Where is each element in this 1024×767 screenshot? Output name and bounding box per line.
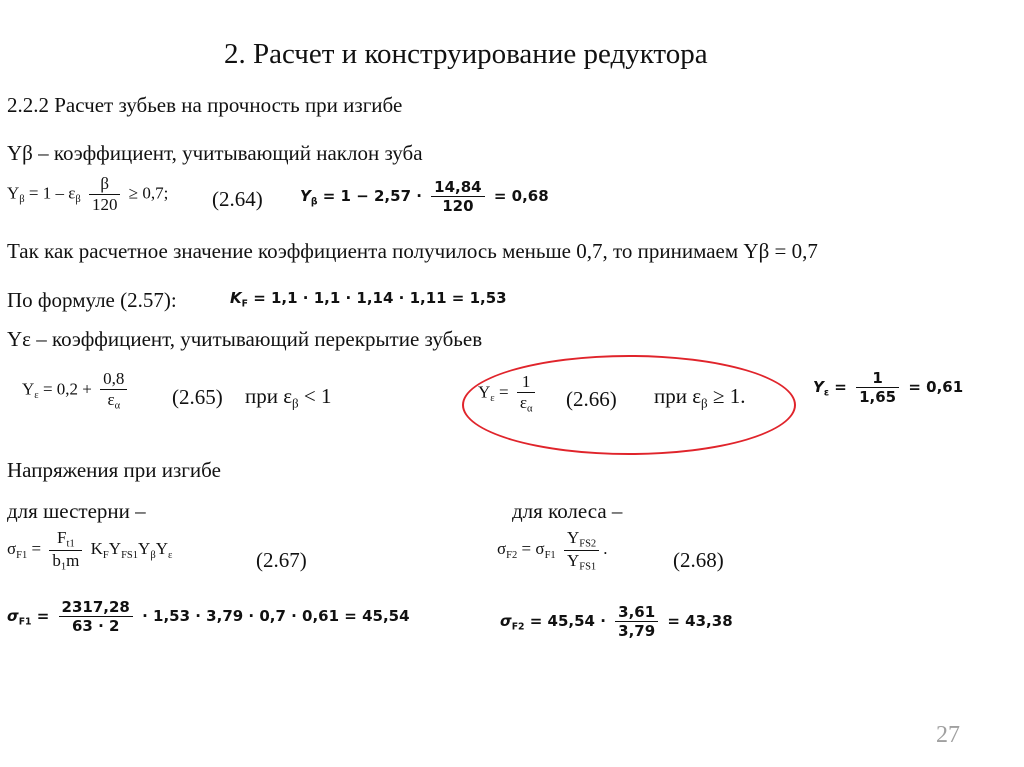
calc-y-eps-lhs-sub: ε bbox=[823, 387, 830, 399]
formula-2-67-den-main: b bbox=[52, 550, 61, 570]
formula-2-66-cond: при ε bbox=[654, 384, 702, 408]
calc-y-beta-result: = 0,68 bbox=[493, 187, 549, 205]
stress-heading: Напряжения при изгибе bbox=[7, 458, 221, 482]
wheel-label: для колеса – bbox=[512, 499, 623, 523]
calc-sigma-f2-numerator: 3,61 bbox=[618, 603, 656, 621]
formula-2-68-lhs: σ bbox=[497, 539, 507, 559]
calc-y-beta-lhs-sub: β bbox=[310, 196, 318, 208]
calc-y-eps-mid: = bbox=[829, 378, 847, 396]
calc-sigma-f2-lhs: σ bbox=[500, 612, 512, 630]
formula-2-64-fraction bbox=[89, 174, 121, 215]
formula-2-67-ref: (2.67) bbox=[256, 548, 307, 572]
slide-title: 2. Расчет и конструирование редуктора bbox=[224, 38, 708, 70]
formula-2-66-denominator bbox=[517, 392, 536, 415]
formula-2-67-k: K bbox=[90, 539, 103, 559]
formula-2-67-k-sub: F bbox=[102, 549, 109, 561]
formula-2-65-cond: при ε bbox=[245, 384, 293, 408]
formula-2-68 bbox=[497, 528, 607, 572]
calc-y-eps-numerator: 1 bbox=[872, 369, 883, 387]
accept-line: Так как расчетное значение коэффициента получилось меньше 0,7, то принимаем Yβ = 0,7 bbox=[7, 239, 818, 263]
formula-2-66-cond-sub: β bbox=[701, 395, 708, 411]
formula-2-66-ref: (2.66) bbox=[566, 387, 617, 411]
calc-sigma-f2-result: = 43,38 bbox=[667, 612, 733, 630]
calc-sigma-f1 bbox=[7, 598, 410, 635]
formula-2-66-den-main: ε bbox=[519, 393, 527, 412]
kf-formula-lhs: K bbox=[230, 289, 242, 307]
formula-2-66-fraction bbox=[517, 372, 536, 415]
calc-sigma-f1-fraction bbox=[59, 598, 133, 635]
formula-2-65-fraction bbox=[100, 369, 127, 412]
calc-y-eps-lhs: Y bbox=[813, 378, 824, 396]
formula-2-65-den-main: ε bbox=[107, 390, 115, 409]
calc-y-beta-denominator: 120 bbox=[431, 196, 484, 215]
formula-2-67-fraction bbox=[49, 528, 82, 572]
formula-2-65-denominator bbox=[100, 389, 127, 412]
formula-2-67-yfs: Y bbox=[108, 539, 122, 559]
calc-sigma-f1-denominator: 63 · 2 bbox=[59, 616, 133, 635]
formula-2-64-denominator: 120 bbox=[89, 194, 121, 215]
calc-sigma-f2-fraction bbox=[615, 603, 658, 640]
formula-2-68-lhs-sub: F2 bbox=[506, 549, 518, 561]
calc-y-eps-denominator: 1,65 bbox=[856, 387, 899, 406]
formula-2-67-yfs-sub: FS1 bbox=[121, 549, 139, 561]
calc-sigma-f1-numerator: 2317,28 bbox=[61, 598, 130, 616]
formula-2-68-dot: . bbox=[603, 539, 608, 559]
formula-2-68-den-main: Y bbox=[566, 550, 580, 570]
calc-y-eps bbox=[813, 369, 963, 406]
calc-y-beta-fraction bbox=[431, 178, 484, 215]
formula-2-67-ye-sub: ε bbox=[167, 549, 173, 561]
kf-formula-sub: F bbox=[241, 298, 248, 310]
calc-y-beta-numerator: 14,84 bbox=[434, 178, 482, 196]
formula-2-68-num-sub: FS2 bbox=[579, 538, 597, 550]
kf-label: По формуле (2.57): bbox=[7, 288, 177, 312]
y-eps-description: Yε – коэффициент, учитывающий перекрытие зубьев bbox=[7, 327, 483, 351]
formula-2-67-lhs: σ bbox=[7, 539, 17, 559]
section-heading: 2.2.2 Расчет зубьев на прочность при изгибе bbox=[7, 93, 403, 117]
formula-2-67-lhs-sub: F1 bbox=[16, 549, 28, 561]
formula-2-64-mid-sub: β bbox=[75, 194, 81, 206]
calc-y-beta-mid: = 1 − 2,57 · bbox=[317, 187, 422, 205]
formula-2-64-lhs: Y bbox=[7, 183, 20, 203]
y-beta-description: Yβ – коэффициент, учитывающий наклон зуба bbox=[7, 141, 423, 165]
formula-2-66-lhs-sub: ε bbox=[490, 392, 495, 404]
formula-2-64-ref: (2.64) bbox=[212, 187, 263, 211]
formula-2-66-condition bbox=[654, 384, 745, 412]
calc-sigma-f2-lhs-sub: F2 bbox=[511, 621, 525, 633]
formula-2-67-den-tail: m bbox=[66, 550, 80, 570]
formula-2-67-den-sub: 1 bbox=[60, 561, 67, 573]
calc-sigma-f2 bbox=[500, 603, 733, 640]
formula-2-68-den-sub: FS1 bbox=[579, 561, 597, 573]
formula-2-68-fraction bbox=[564, 528, 599, 572]
kf-formula bbox=[230, 289, 507, 309]
formula-2-67-num-main: F bbox=[57, 528, 67, 547]
formula-2-67-mid: = bbox=[27, 539, 42, 559]
calc-y-eps-result: = 0,61 bbox=[908, 378, 964, 396]
formula-2-65-lhs-sub: ε bbox=[34, 389, 39, 401]
formula-2-64-tail: ≥ 0,7; bbox=[128, 183, 169, 203]
formula-2-64-lhs-sub: β bbox=[19, 194, 25, 206]
formula-2-67 bbox=[7, 528, 172, 572]
kf-formula-rest: = 1,1 · 1,1 · 1,14 · 1,11 = 1,53 bbox=[247, 289, 507, 307]
formula-2-65-lhs: Y bbox=[22, 379, 35, 399]
calc-y-beta-lhs: Y bbox=[300, 187, 311, 205]
page-number: 27 bbox=[936, 722, 960, 748]
calc-sigma-f1-result: · 1,53 · 3,79 · 0,7 · 0,61 = 45,54 bbox=[142, 607, 410, 625]
formula-2-67-yb-sub: β bbox=[150, 549, 156, 561]
formula-2-65-cond-sub: β bbox=[292, 395, 299, 411]
formula-2-64-mid: = 1 – ε bbox=[24, 183, 76, 203]
formula-2-66-mid: = bbox=[494, 382, 509, 402]
formula-2-67-denominator bbox=[49, 550, 82, 573]
pinion-label: для шестерни – bbox=[7, 499, 146, 523]
formula-2-64-numerator: β bbox=[100, 174, 110, 193]
calc-sigma-f1-lhs: σ bbox=[7, 607, 19, 625]
formula-2-68-ref: (2.68) bbox=[673, 548, 724, 572]
formula-2-66 bbox=[478, 372, 539, 415]
calc-sigma-f2-mid: = 45,54 · bbox=[524, 612, 606, 630]
formula-2-68-num-main: Y bbox=[566, 528, 580, 547]
formula-2-65-condition bbox=[245, 384, 332, 412]
formula-2-64 bbox=[7, 174, 168, 215]
formula-2-65-ref: (2.65) bbox=[172, 385, 223, 409]
calc-sigma-f1-mid: = bbox=[31, 607, 50, 625]
formula-2-66-lhs: Y bbox=[478, 382, 491, 402]
formula-2-66-cond-tail: ≥ 1. bbox=[712, 384, 746, 408]
formula-2-68-mid: = σ bbox=[517, 539, 545, 559]
formula-2-68-mid-sub: F1 bbox=[544, 549, 556, 561]
formula-2-65 bbox=[22, 369, 131, 412]
formula-2-65-numerator: 0,8 bbox=[103, 369, 125, 388]
calc-sigma-f1-lhs-sub: F1 bbox=[18, 616, 32, 628]
formula-2-67-ye: Y bbox=[155, 539, 168, 559]
formula-2-67-num-sub: t1 bbox=[66, 538, 75, 550]
calc-y-eps-fraction bbox=[856, 369, 899, 406]
formula-2-67-numerator bbox=[49, 528, 82, 550]
formula-2-66-numerator: 1 bbox=[521, 372, 531, 391]
calc-sigma-f2-denominator: 3,79 bbox=[615, 621, 658, 640]
formula-2-67-yb: Y bbox=[138, 539, 151, 559]
formula-2-68-denominator bbox=[564, 550, 599, 573]
formula-2-65-den-sub: α bbox=[114, 400, 121, 412]
formula-2-65-mid: = 0,2 + bbox=[38, 379, 92, 399]
formula-2-65-cond-tail: < 1 bbox=[303, 384, 332, 408]
formula-2-66-den-sub: α bbox=[526, 403, 533, 415]
calc-y-beta bbox=[300, 178, 549, 215]
formula-2-68-numerator bbox=[564, 528, 599, 550]
